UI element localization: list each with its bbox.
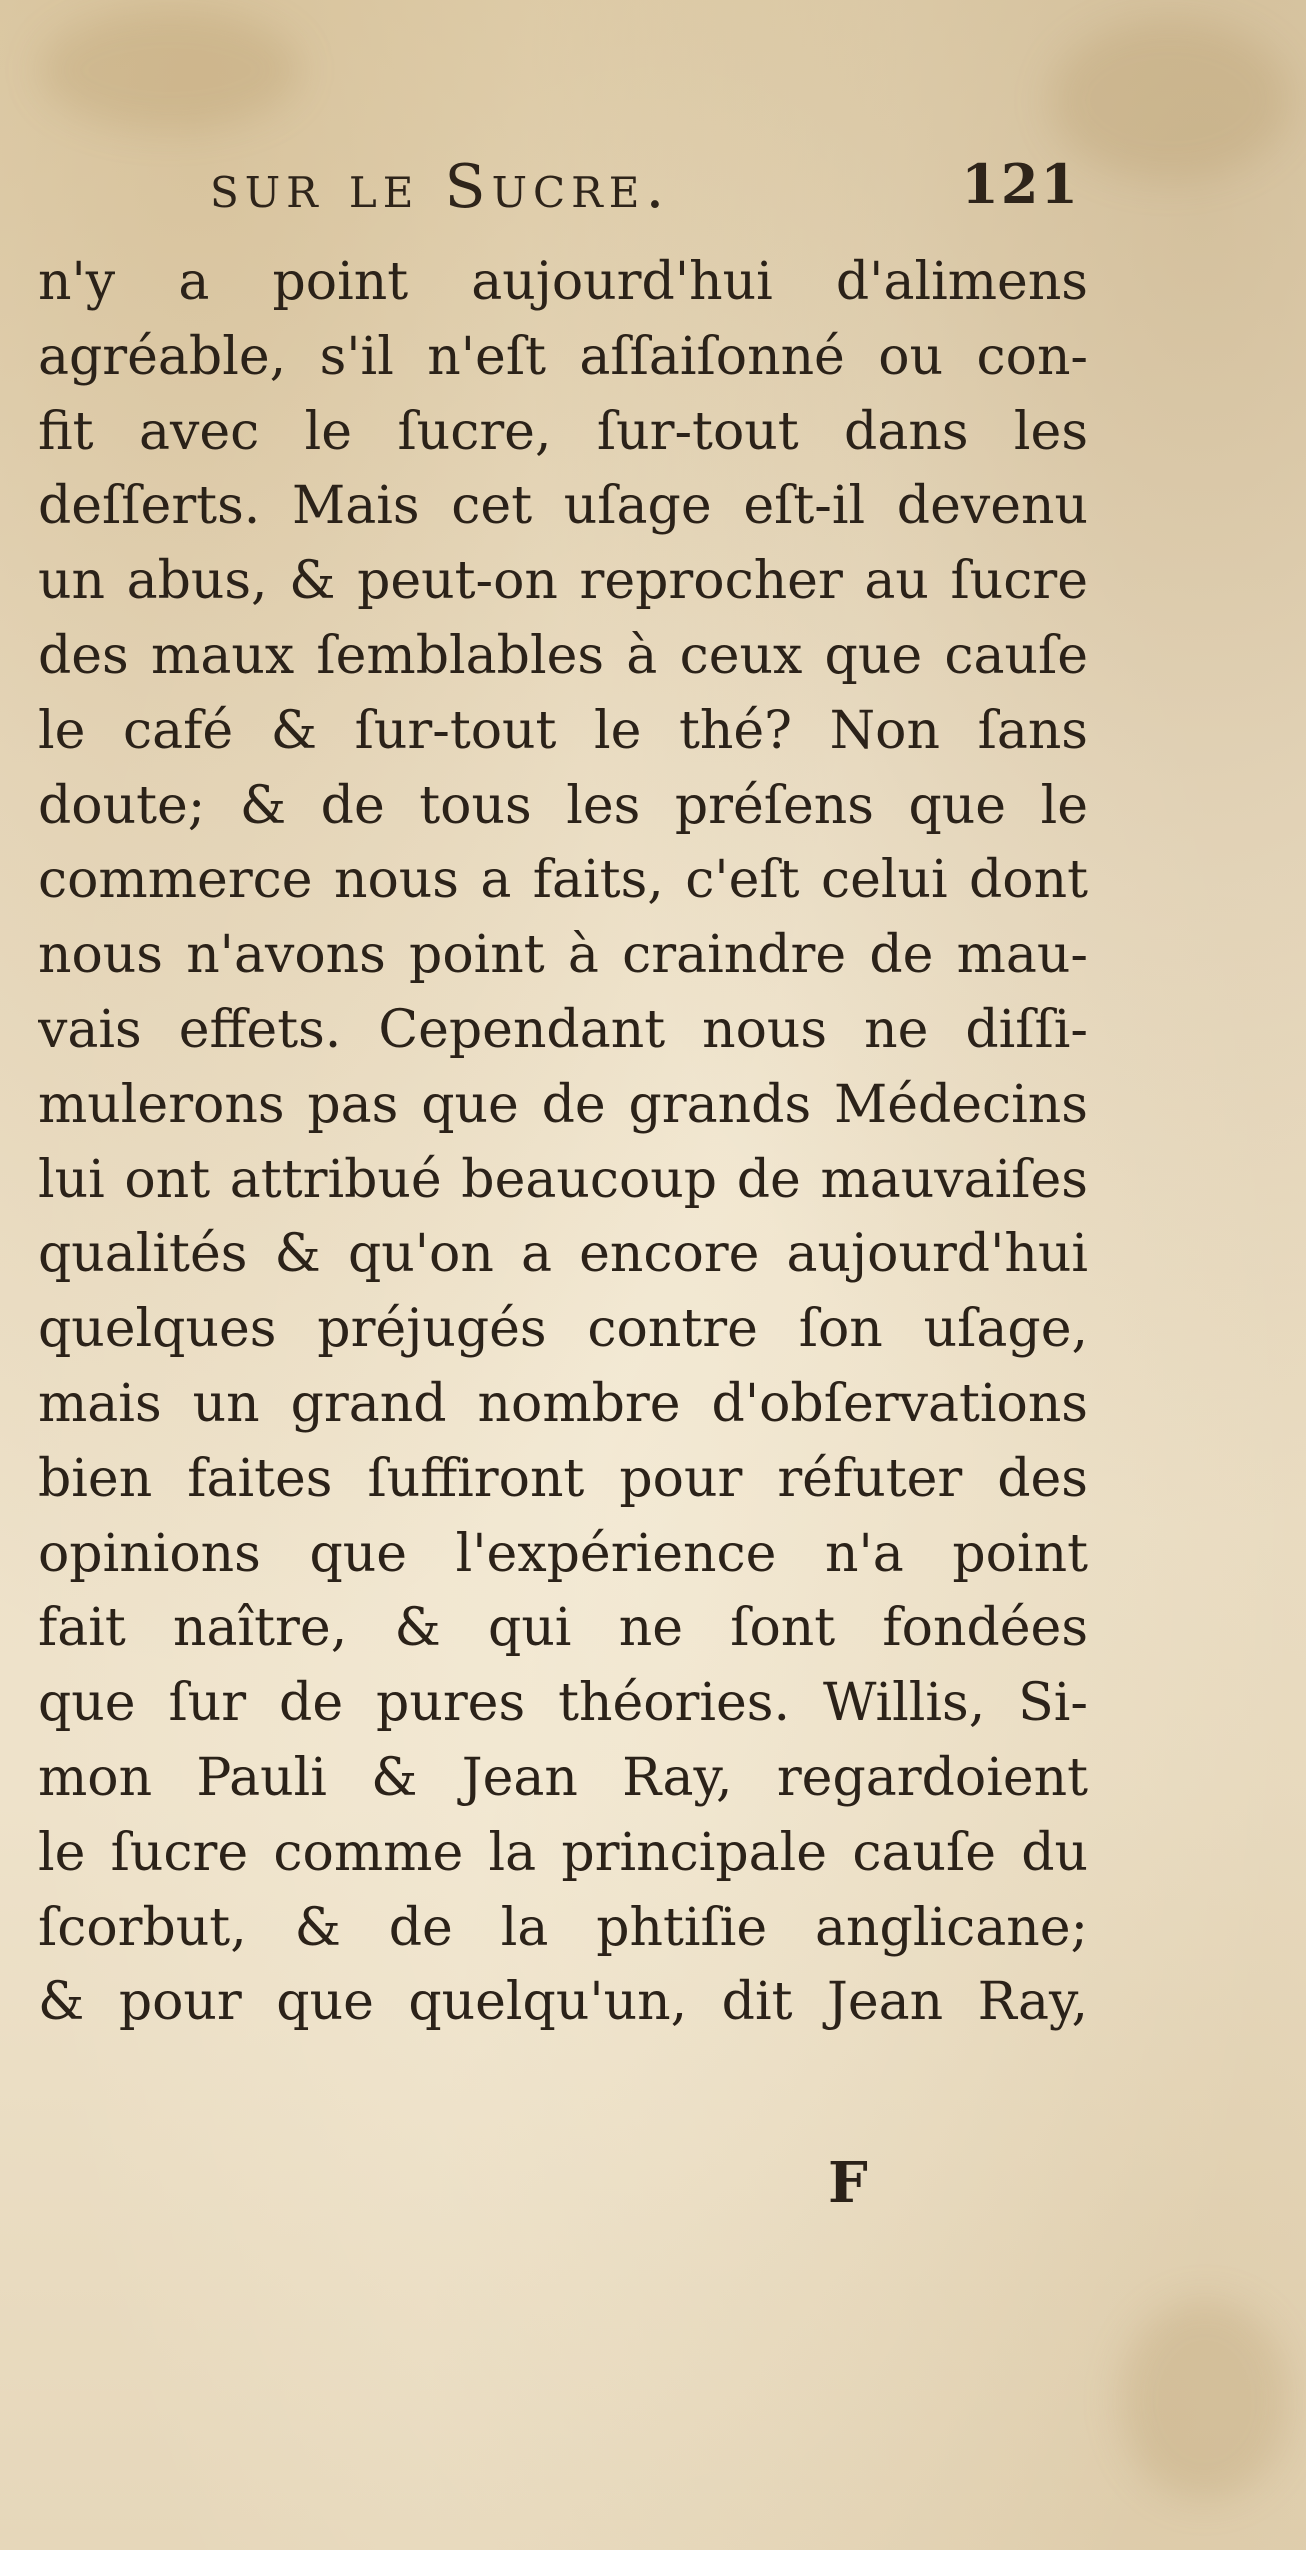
text-line: deſſerts. Mais cet uſage eſt-il devenu: [38, 476, 1088, 537]
text-line: quelques préjugés contre ſon uſage,: [38, 1299, 1088, 1360]
text-line: un abus, & peut-on reprocher au ſucre: [38, 551, 1088, 612]
text-line: nous n'avons point à craindre de mau-: [38, 925, 1088, 986]
text-line: agréable, s'il n'eſt aſſaiſonné ou con-: [38, 326, 1088, 387]
text-line: & pour que quelqu'un, dit Jean Ray,: [38, 1972, 1088, 2033]
text-line: mais un grand nombre d'obſervations: [38, 1373, 1088, 1434]
text-line: que ſur de pures théories. Willis, Si-: [38, 1673, 1088, 1734]
text-line: ſcorbut, & de la phtiſie anglicane;: [38, 1897, 1088, 1958]
text-line: mulerons pas que de grands Médecins: [38, 1074, 1088, 1135]
text-line: vais effets. Cependant nous ne diſſi-: [38, 999, 1088, 1060]
signature-mark: F: [828, 2150, 868, 2216]
page-number: 121: [961, 152, 1080, 216]
text-line: opinions que l'expérience n'a point: [38, 1523, 1088, 1584]
paper-stain: [1050, 20, 1290, 180]
text-line: des maux ſemblables à ceux que cauſe: [38, 625, 1088, 686]
text-line: doute; & de tous les préſens que le: [38, 775, 1088, 836]
text-line: bien faites ſuffiront pour réfuter des: [38, 1448, 1088, 1509]
paper-stain: [40, 10, 300, 130]
text-line: le café & ſur-tout le thé? Non ſans: [38, 700, 1088, 761]
text-line: lui ont attribué beaucoup de mauvaiſes: [38, 1149, 1088, 1210]
text-line: n'y a point aujourd'hui d'alimens: [38, 252, 1088, 312]
paper-stain: [1120, 2300, 1290, 2500]
running-title: sur le Sucre.: [210, 152, 671, 222]
running-header: [210, 152, 1080, 222]
text-line: fit avec le ſucre, ſur-tout dans les: [38, 401, 1088, 462]
text-line: le ſucre comme la principale cauſe du: [38, 1822, 1088, 1883]
text-line: qualités & qu'on a encore aujourd'hui: [38, 1224, 1088, 1285]
body-text: [38, 245, 1088, 2040]
text-line: fait naître, & qui ne ſont fondées: [38, 1598, 1088, 1659]
text-line: commerce nous a faits, c'eſt celui dont: [38, 850, 1088, 911]
text-line: mon Pauli & Jean Ray, regardoient: [38, 1747, 1088, 1808]
